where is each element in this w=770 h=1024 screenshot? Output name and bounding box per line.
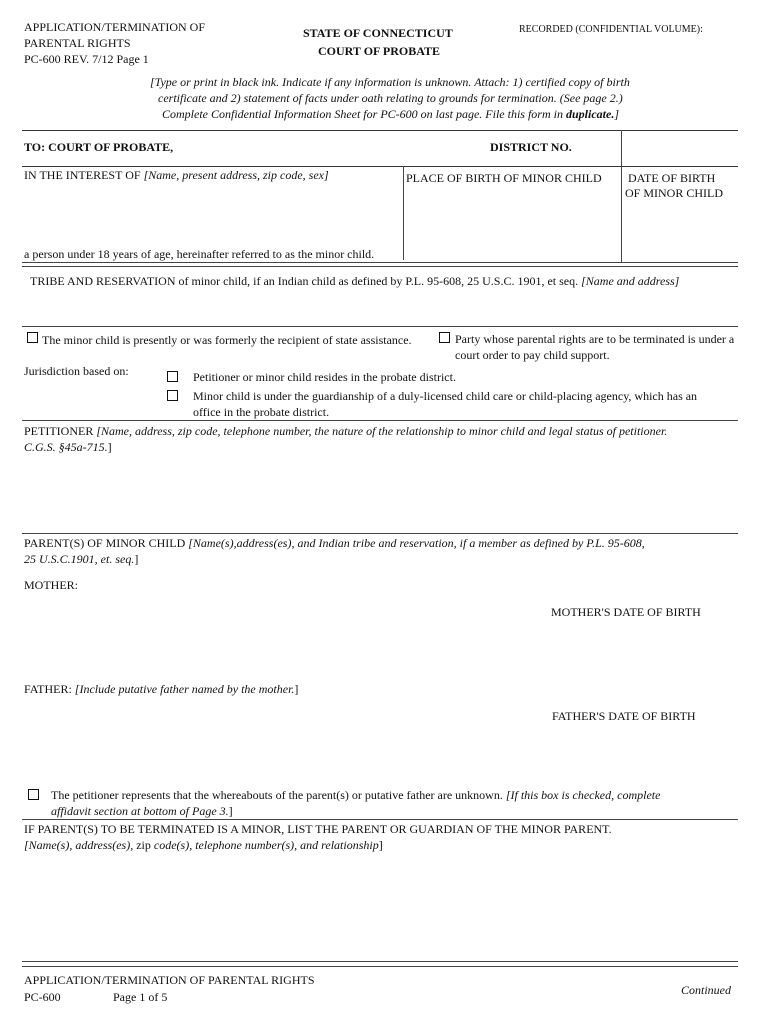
- district-no-label: DISTRICT NO.: [490, 140, 572, 154]
- child-support-line2: court order to pay child support.: [455, 348, 610, 362]
- divider: [22, 533, 738, 534]
- whereabouts-label: [51, 788, 660, 803]
- petitioner-hint-line2: [24, 440, 112, 455]
- mother-label: MOTHER:: [24, 578, 78, 592]
- tribe-hint: [Name and address]: [581, 274, 680, 288]
- divider: [22, 326, 738, 327]
- state-heading: STATE OF CONNECTICUT: [303, 26, 453, 40]
- interest-hint: [Name, present address, zip code, sex]: [143, 168, 329, 182]
- father-hint-close: ]: [294, 682, 299, 696]
- place-of-birth-label: PLACE OF BIRTH OF MINOR CHILD: [406, 171, 602, 185]
- form-title-line2: PARENTAL RIGHTS: [24, 36, 131, 50]
- instructions-line2: certificate and 2) statement of facts under oath relating to grounds for termination. (See page 2.): [158, 91, 623, 105]
- divider: [22, 166, 738, 167]
- divider: [403, 166, 404, 260]
- parents-hint-line2: [24, 552, 138, 567]
- tribe-label: [30, 274, 679, 289]
- jurisdiction-label: Jurisdiction based on:: [24, 364, 129, 378]
- petitioner-hint: [Name, address, zip code, telephone number, the nature of the relationship to minor child and legal status of petitioner.: [96, 424, 668, 438]
- child-support-line1: Party whose parental rights are to be terminated is under a: [455, 332, 735, 346]
- minor-parent-hint-zip: zip: [136, 838, 151, 852]
- dob-label-line2: OF MINOR CHILD: [625, 186, 724, 200]
- petitioner-label: [24, 424, 667, 439]
- divider: [22, 961, 738, 962]
- recorded-label: RECORDED (CONFIDENTIAL VOLUME):: [519, 24, 703, 35]
- minor-parent-hint-rest: code(s), telephone number(s), and relationship: [153, 838, 379, 852]
- petitioner-hint-close: ]: [107, 440, 112, 454]
- divider: [22, 420, 738, 421]
- instructions-line3-text: Complete Confidential Information Sheet for PC-600 on last page. File this form in: [162, 107, 563, 121]
- mother-dob-label: MOTHER'S DATE OF BIRTH: [551, 605, 701, 619]
- interest-label-text: IN THE INTEREST OF: [24, 168, 141, 182]
- footer-form-code: PC-600: [24, 990, 61, 1004]
- form-code: PC-600 REV. 7/12 Page 1: [24, 52, 149, 66]
- duplicate-emphasis: duplicate.: [565, 107, 615, 121]
- minor-child-definition: a person under 18 years of age, hereinafter referred to as the minor child.: [24, 247, 375, 261]
- interest-label: [24, 168, 329, 183]
- instructions-line3: [162, 107, 619, 122]
- petitioner-label-text: PETITIONER: [24, 424, 94, 438]
- whereabouts-text: The petitioner represents that the whereabouts of the parent(s) or putative father are unknown.: [51, 788, 503, 802]
- form-title-line1: APPLICATION/TERMINATION OF: [24, 20, 206, 34]
- minor-parent-hint-close: ]: [378, 838, 383, 852]
- instructions-line3-close: ]: [614, 107, 619, 121]
- father-label-text: FATHER:: [24, 682, 72, 696]
- petitioner-statute: C.G.S. §45a-715.: [24, 440, 108, 454]
- minor-parent-heading: IF PARENT(S) TO BE TERMINATED IS A MINOR, LIST THE PARENT OR GUARDIAN OF THE MINOR PARENT.: [24, 822, 612, 836]
- minor-parent-hint: [24, 838, 383, 853]
- divider: [22, 130, 738, 131]
- whereabouts-hint-line2: [51, 804, 233, 819]
- minor-parent-hint-text: [Name(s), address(es),: [24, 838, 134, 852]
- divider: [22, 819, 738, 820]
- whereabouts-hint: [If this box is checked, complete: [505, 788, 661, 802]
- dob-label-line1: DATE OF BIRTH: [628, 171, 716, 185]
- parents-hint: [Name(s),address(es), and Indian tribe and reservation, if a member as defined by P.L. 95-608,: [188, 536, 645, 550]
- father-label: [24, 682, 298, 697]
- divider: [22, 966, 738, 967]
- parents-label-text: PARENT(S) OF MINOR CHILD: [24, 536, 186, 550]
- tribe-label-text: TRIBE AND RESERVATION of minor child, if an Indian child as defined by P.L. 95-608, 25 U.S.C. 1901, et seq.: [30, 274, 579, 288]
- jurisdiction-resides-checkbox[interactable]: [167, 371, 178, 382]
- whereabouts-unknown-checkbox[interactable]: [28, 789, 39, 800]
- footer-title: APPLICATION/TERMINATION OF PARENTAL RIGHTS: [24, 973, 315, 987]
- jurisdiction-agency-line2: office in the probate district.: [193, 405, 330, 419]
- child-support-checkbox[interactable]: [439, 332, 450, 343]
- parents-statute: 25 U.S.C.1901, et. seq.: [24, 552, 135, 566]
- state-assistance-label: The minor child is presently or was formerly the recipient of state assistance.: [42, 333, 412, 347]
- parents-label: [24, 536, 645, 551]
- jurisdiction-resides-label: Petitioner or minor child resides in the probate district.: [193, 370, 456, 384]
- divider: [22, 262, 738, 263]
- jurisdiction-agency-line1: Minor child is under the guardianship of a duly-licensed child care or child-placing agency, which has an: [193, 389, 698, 403]
- footer-continued: Continued: [681, 983, 731, 997]
- whereabouts-hint-close: ]: [228, 804, 233, 818]
- father-dob-label: FATHER'S DATE OF BIRTH: [552, 709, 696, 723]
- to-court-label: TO: COURT OF PROBATE,: [24, 140, 174, 154]
- divider: [621, 130, 622, 263]
- father-hint: [Include putative father named by the mother.: [74, 682, 295, 696]
- footer-page-number: Page 1 of 5: [113, 990, 168, 1004]
- parents-hint-close: ]: [134, 552, 139, 566]
- instructions-line1: [Type or print in black ink. Indicate if any information is unknown. Attach: 1) certified copy of birth: [150, 75, 630, 89]
- whereabouts-affidavit-note: affidavit section at bottom of Page 3.: [51, 804, 229, 818]
- state-assistance-checkbox[interactable]: [27, 332, 38, 343]
- jurisdiction-agency-checkbox[interactable]: [167, 390, 178, 401]
- court-heading: COURT OF PROBATE: [318, 44, 441, 58]
- divider: [22, 266, 738, 267]
